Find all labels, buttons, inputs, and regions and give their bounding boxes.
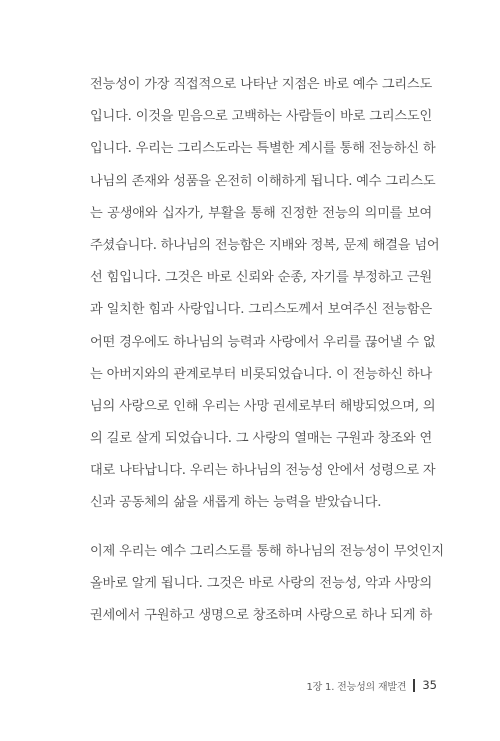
text-line: 님의 사랑으로 인해 우리는 사망 권세로부터 해방되었으며, 의 — [90, 398, 436, 414]
text-line: 올바로 알게 됩니다. 그것은 바로 사랑의 전능성, 악과 사망의 — [90, 576, 432, 592]
text-line: 는 아버지와의 관계로부터 비롯되었습니다. 이 전능하신 하나 — [90, 366, 432, 382]
page-number: 35 — [422, 678, 437, 692]
text-line: 입니다. 우리는 그리스도라는 특별한 계시를 통해 전능하신 하 — [90, 141, 436, 157]
text-line: 권세에서 구원하고 생명으로 창조하며 사랑으로 하나 되게 하 — [90, 608, 432, 624]
text-line: 어떤 경우에도 하나님의 능력과 사랑에서 우리를 끊어낼 수 없 — [90, 334, 436, 350]
text-line: 과 일치한 힘과 사랑입니다. 그리스도께서 보여주신 전능함은 — [90, 302, 432, 318]
text-line: 전능성이 가장 직접적으로 나타난 지점은 바로 예수 그리스도 — [90, 77, 432, 92]
body-paragraph-2 — [90, 541, 444, 638]
text-line: 입니다. 이것을 믿음으로 고백하는 사람들이 바로 그리스도인 — [90, 109, 432, 125]
text-line: 이제 우리는 예수 그리스도를 통해 하나님의 전능성이 무엇인지 — [90, 544, 444, 559]
text-line: 신과 공동체의 삶을 새롭게 하는 능력을 받았습니다. — [90, 495, 382, 511]
footer-divider — [413, 679, 415, 692]
text-line: 의 길로 살게 되었습니다. 그 사랑의 열매는 구원과 창조와 연 — [90, 431, 432, 447]
text-line: 주셨습니다. 하나님의 전능함은 지배와 정복, 문제 해결을 넘어 — [90, 237, 440, 253]
text-line: 나님의 존재와 성품을 온전히 이해하게 됩니다. 예수 그리스도 — [90, 173, 436, 189]
text-line: 선 힘입니다. 그것은 바로 신뢰와 순종, 자기를 부정하고 근원 — [90, 270, 432, 286]
page-footer — [306, 676, 437, 694]
body-paragraph-1 — [90, 74, 440, 525]
running-head: 1장 1. 전능성의 재발견 — [306, 681, 407, 693]
text-line: 대로 나타납니다. 우리는 하나님의 전능성 안에서 성령으로 자 — [90, 463, 436, 479]
text-line: 는 공생애와 십자가, 부활을 통해 진정한 전능의 의미를 보여 — [90, 205, 432, 221]
